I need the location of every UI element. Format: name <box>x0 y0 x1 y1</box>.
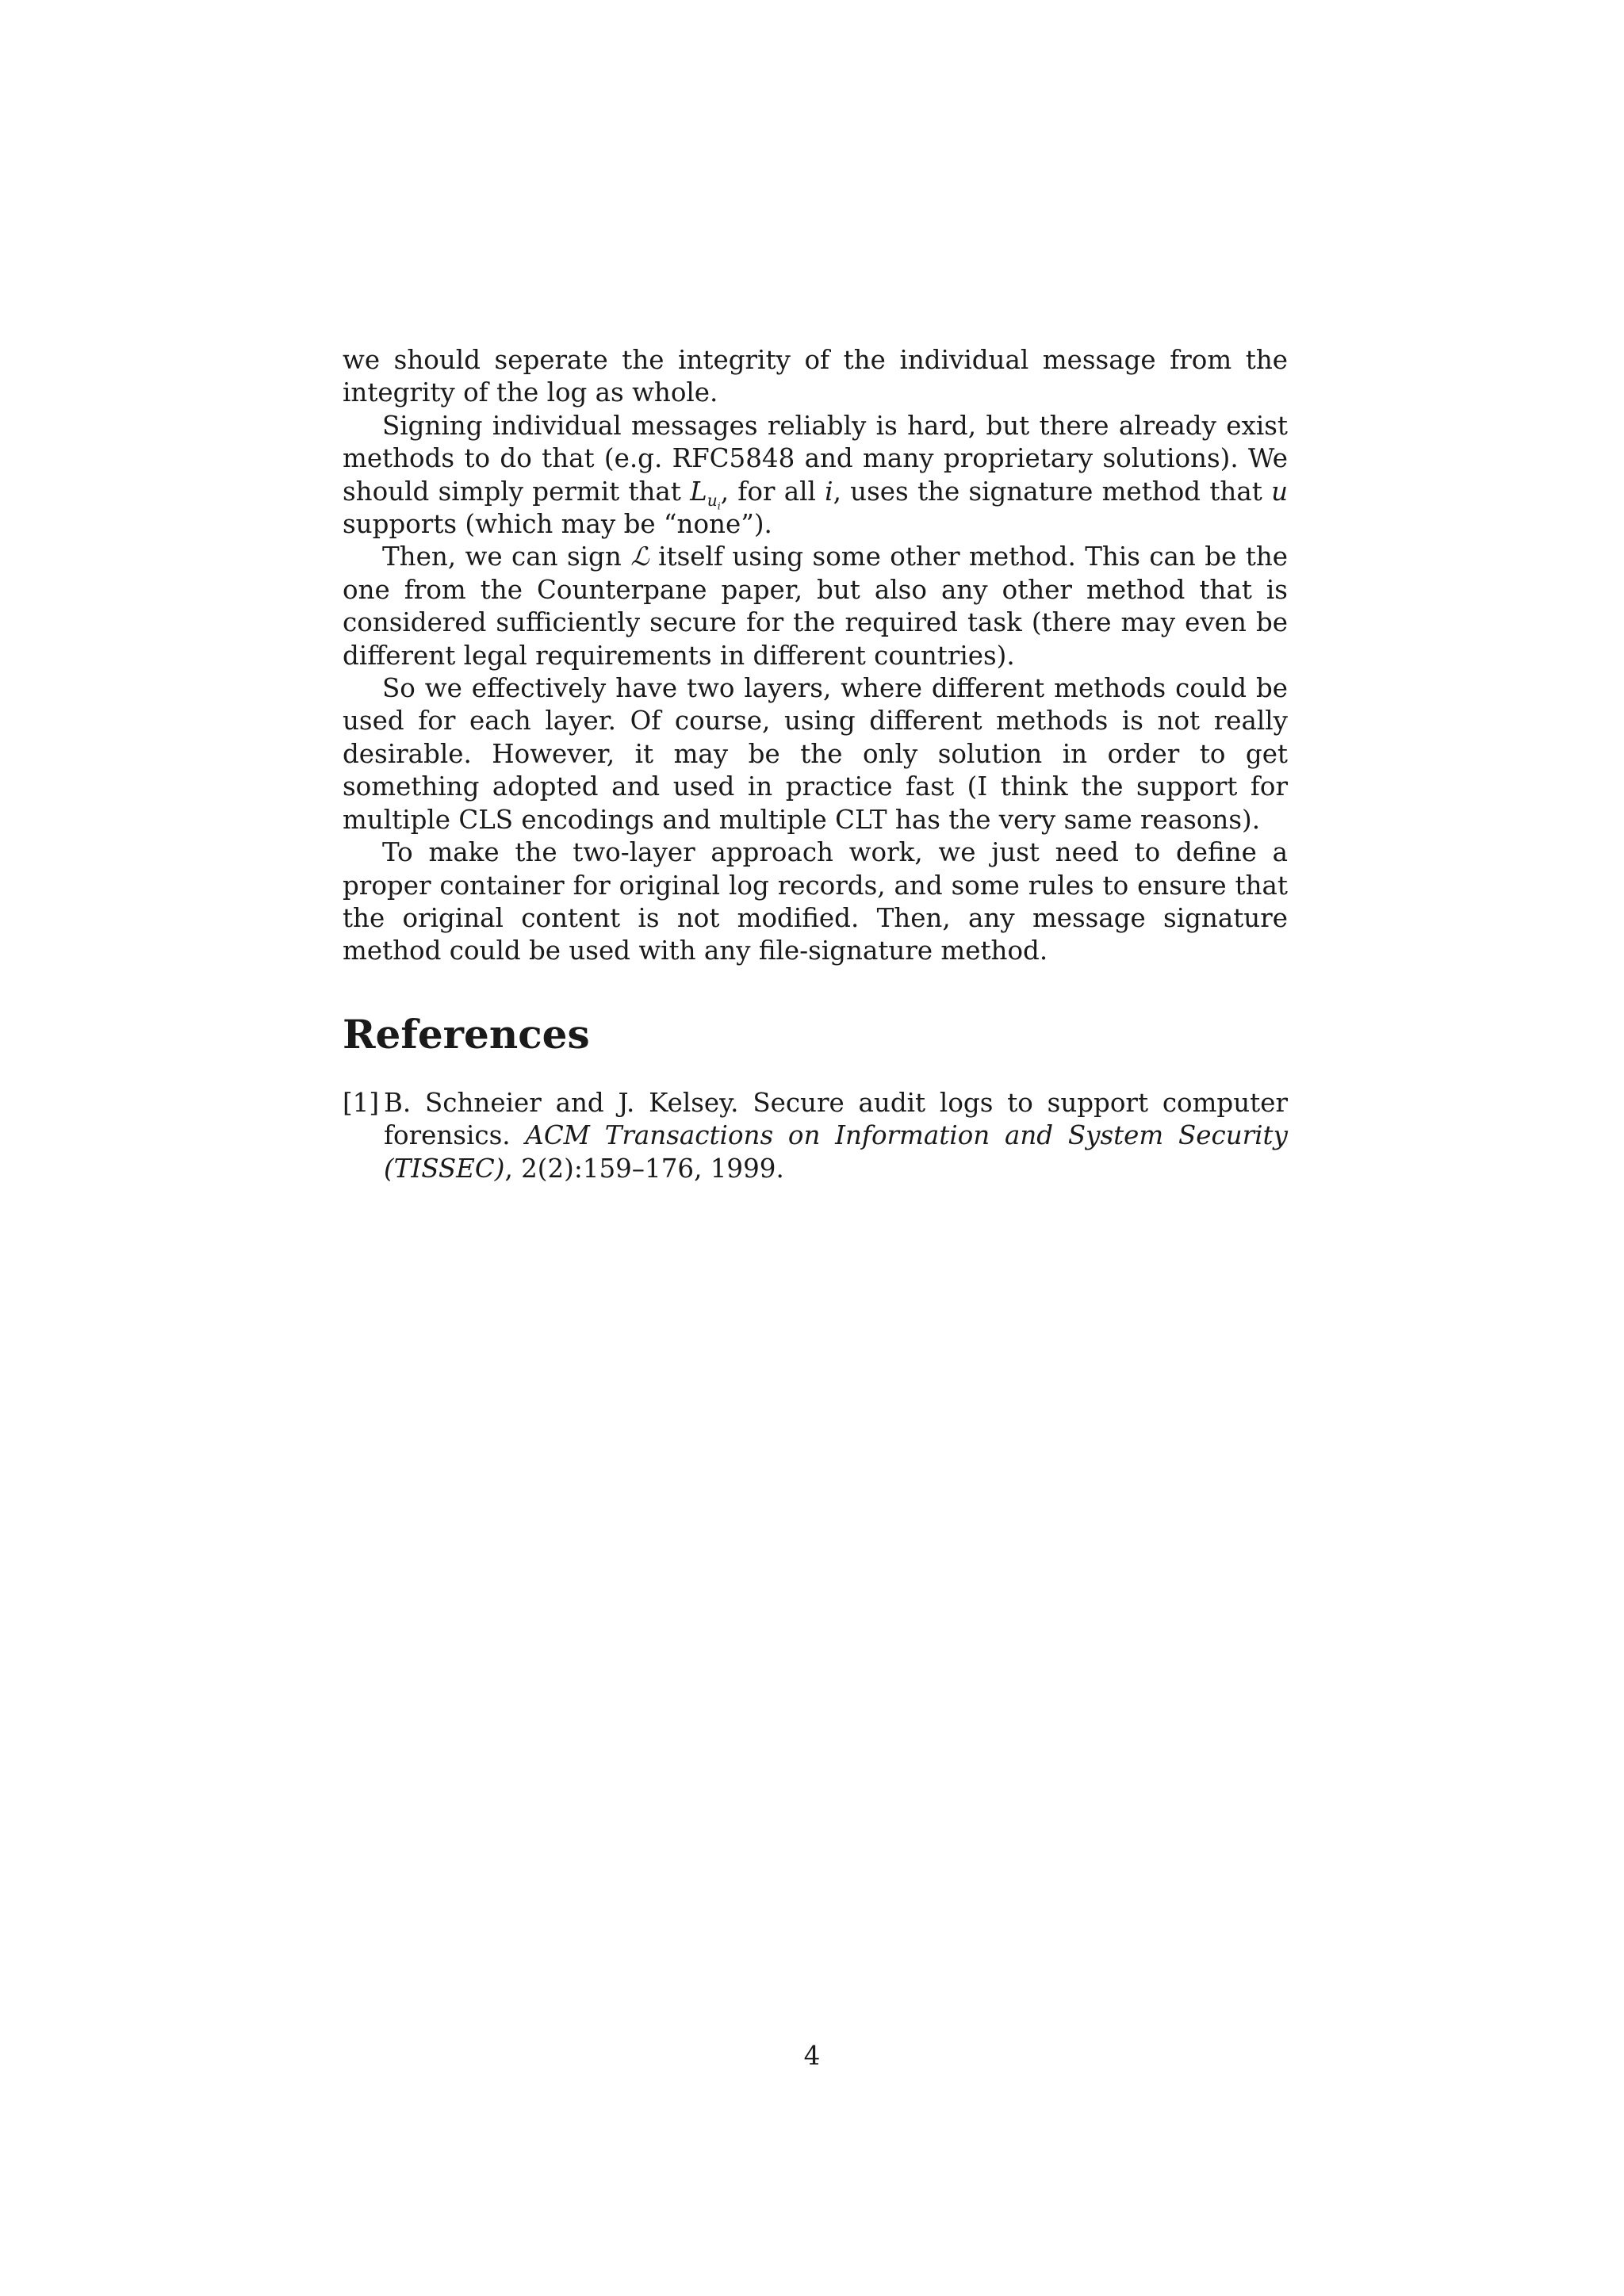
paragraph-2-text-2: , for all <box>720 476 825 507</box>
paragraph-5: To make the two-layer approach work, we just need to define a proper container for original log records, and some rules to ensure that the original content is not modified. Then, any message signature method could be used with any file-signature method. <box>343 837 1288 966</box>
math-u: u <box>1271 476 1288 507</box>
paragraph-3 <box>343 541 1288 672</box>
math-i: i <box>825 476 833 507</box>
math-sub-u: u <box>707 490 718 510</box>
references-heading: References <box>343 1011 590 1058</box>
body-text <box>343 344 1288 968</box>
reference-item-1 <box>343 1087 1288 1185</box>
paragraph-3-text-2: itself using some other method. This can be the one from the Counterpane paper, but also any other method that is considered sufficiently secure for the required task (there may even be different legal requirements in different countries). <box>343 541 1288 671</box>
math-subscript <box>707 491 721 510</box>
math-L: L <box>690 476 707 507</box>
math-script-L: ℒ <box>630 541 649 572</box>
math-sub-i: i <box>717 499 721 512</box>
paragraph-2-text-1: Signing individual messages reliably is hard, but there already exist methods to do that (e.g. RFC5848 and many proprietary solutions). We should simply permit that <box>343 410 1288 507</box>
page-number: 4 <box>803 2041 821 2071</box>
reference-marker: [1] <box>343 1088 380 1118</box>
reference-venue: ACM Transactions on Information and System Security (TISSEC) <box>384 1120 1288 1184</box>
paragraph-2-text-3: , uses the signature method that <box>833 476 1272 507</box>
paragraph-2-text-4: supports (which may be “none”). <box>343 509 772 540</box>
reference-details: , 2(2):159–176, 1999. <box>504 1153 784 1184</box>
reference-authors-title: B. Schneier and J. Kelsey. Secure audit logs to support computer forensics. <box>384 1088 1288 1151</box>
paragraph-1: we should seperate the integrity of the individual message from the integrity of the log as whole. <box>343 345 1288 408</box>
reference-list <box>343 1087 1288 1185</box>
paragraph-2 <box>343 410 1288 541</box>
paragraph-3-text-1: Then, we can sign <box>382 541 631 572</box>
paragraph-4: So we effectively have two layers, where different methods could be used for each layer. Of course, using different methods is not really desirable. However, it may be the only solution in order to get something adopted and used in practice fast (I think the support for multiple CLS encodings and multiple CLT has the very same reasons). <box>343 673 1288 835</box>
